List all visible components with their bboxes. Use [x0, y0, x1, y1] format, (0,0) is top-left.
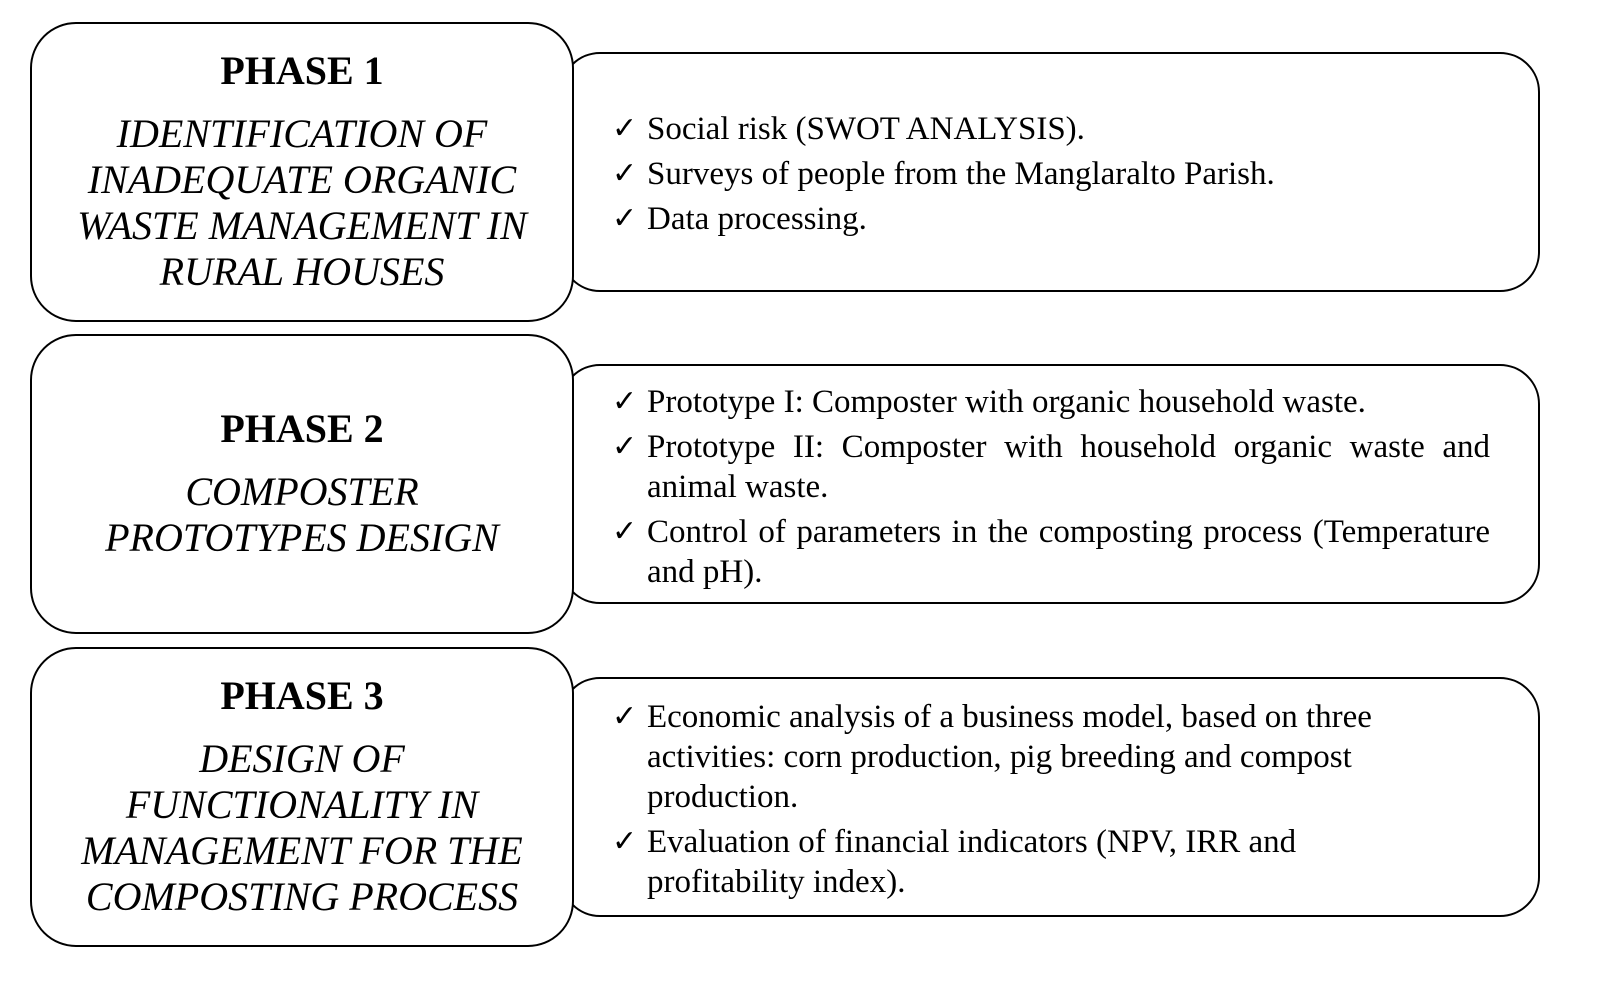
list-item	[562, 822, 1538, 902]
phase-2-subtitle-line: COMPOSTER	[185, 469, 419, 514]
check-icon: ✓	[612, 384, 638, 419]
phase-3-title: PHASE 3	[220, 673, 384, 718]
phase-1-box	[30, 22, 574, 322]
phase-2-title: PHASE 2	[220, 406, 384, 451]
phase-1-details	[560, 52, 1540, 292]
list-item-text: Social risk (SWOT ANALYSIS).	[647, 111, 1085, 147]
list-item-text: Economic analysis of a business model, based on three activities: corn production, pig breeding and compost production.	[647, 699, 1372, 815]
list-item	[562, 427, 1538, 507]
list-item	[562, 199, 1538, 239]
list-item-text: Evaluation of financial indicators (NPV, IRR and profitability index).	[647, 824, 1297, 900]
phase-2-subtitle	[105, 469, 499, 561]
check-icon: ✓	[612, 201, 638, 236]
phase-2-subtitle-line: PROTOTYPES DESIGN	[105, 515, 499, 560]
list-item-text: Surveys of people from the Manglaralto Parish.	[647, 156, 1275, 192]
phase-1-subtitle-line: RURAL HOUSES	[159, 249, 445, 294]
list-item-text: Data processing.	[647, 201, 867, 237]
list-item	[562, 109, 1538, 149]
phase-3-subtitle-line: DESIGN OF	[199, 736, 405, 781]
phase-3-list	[562, 697, 1538, 902]
list-item	[562, 154, 1538, 194]
phase-3-subtitle-line: MANAGEMENT FOR THE	[81, 828, 523, 873]
list-item-text: Prototype II: Composter with household organic waste and animal waste.	[647, 429, 1490, 505]
phase-1-list	[562, 109, 1538, 239]
check-icon: ✓	[612, 514, 638, 549]
phase-1-subtitle	[77, 111, 527, 295]
phase-2-list	[562, 382, 1538, 592]
phase-3-box	[30, 647, 574, 947]
check-icon: ✓	[612, 156, 638, 191]
phase-3-subtitle-line: COMPOSTING PROCESS	[85, 874, 519, 919]
phase-2-details	[560, 364, 1540, 604]
phase-1-subtitle-line: INADEQUATE ORGANIC	[87, 157, 517, 202]
phase-1-title: PHASE 1	[220, 48, 384, 93]
list-item	[562, 697, 1538, 817]
phase-3-details	[560, 677, 1540, 917]
phase-2-box	[30, 334, 574, 634]
check-icon: ✓	[612, 699, 638, 734]
check-icon: ✓	[612, 429, 638, 464]
list-item	[562, 512, 1538, 592]
phase-1-subtitle-line: WASTE MANAGEMENT IN	[77, 203, 527, 248]
phase-3-subtitle	[81, 736, 522, 920]
list-item-text: Control of parameters in the composting process (Temperature and pH).	[647, 514, 1490, 590]
phase-1-subtitle-line: IDENTIFICATION OF	[116, 111, 488, 156]
list-item	[562, 382, 1538, 422]
phase-3-subtitle-line: FUNCTIONALITY IN	[125, 782, 479, 827]
check-icon: ✓	[612, 111, 638, 146]
check-icon: ✓	[612, 824, 638, 859]
list-item-text: Prototype I: Composter with organic household waste.	[647, 384, 1366, 420]
